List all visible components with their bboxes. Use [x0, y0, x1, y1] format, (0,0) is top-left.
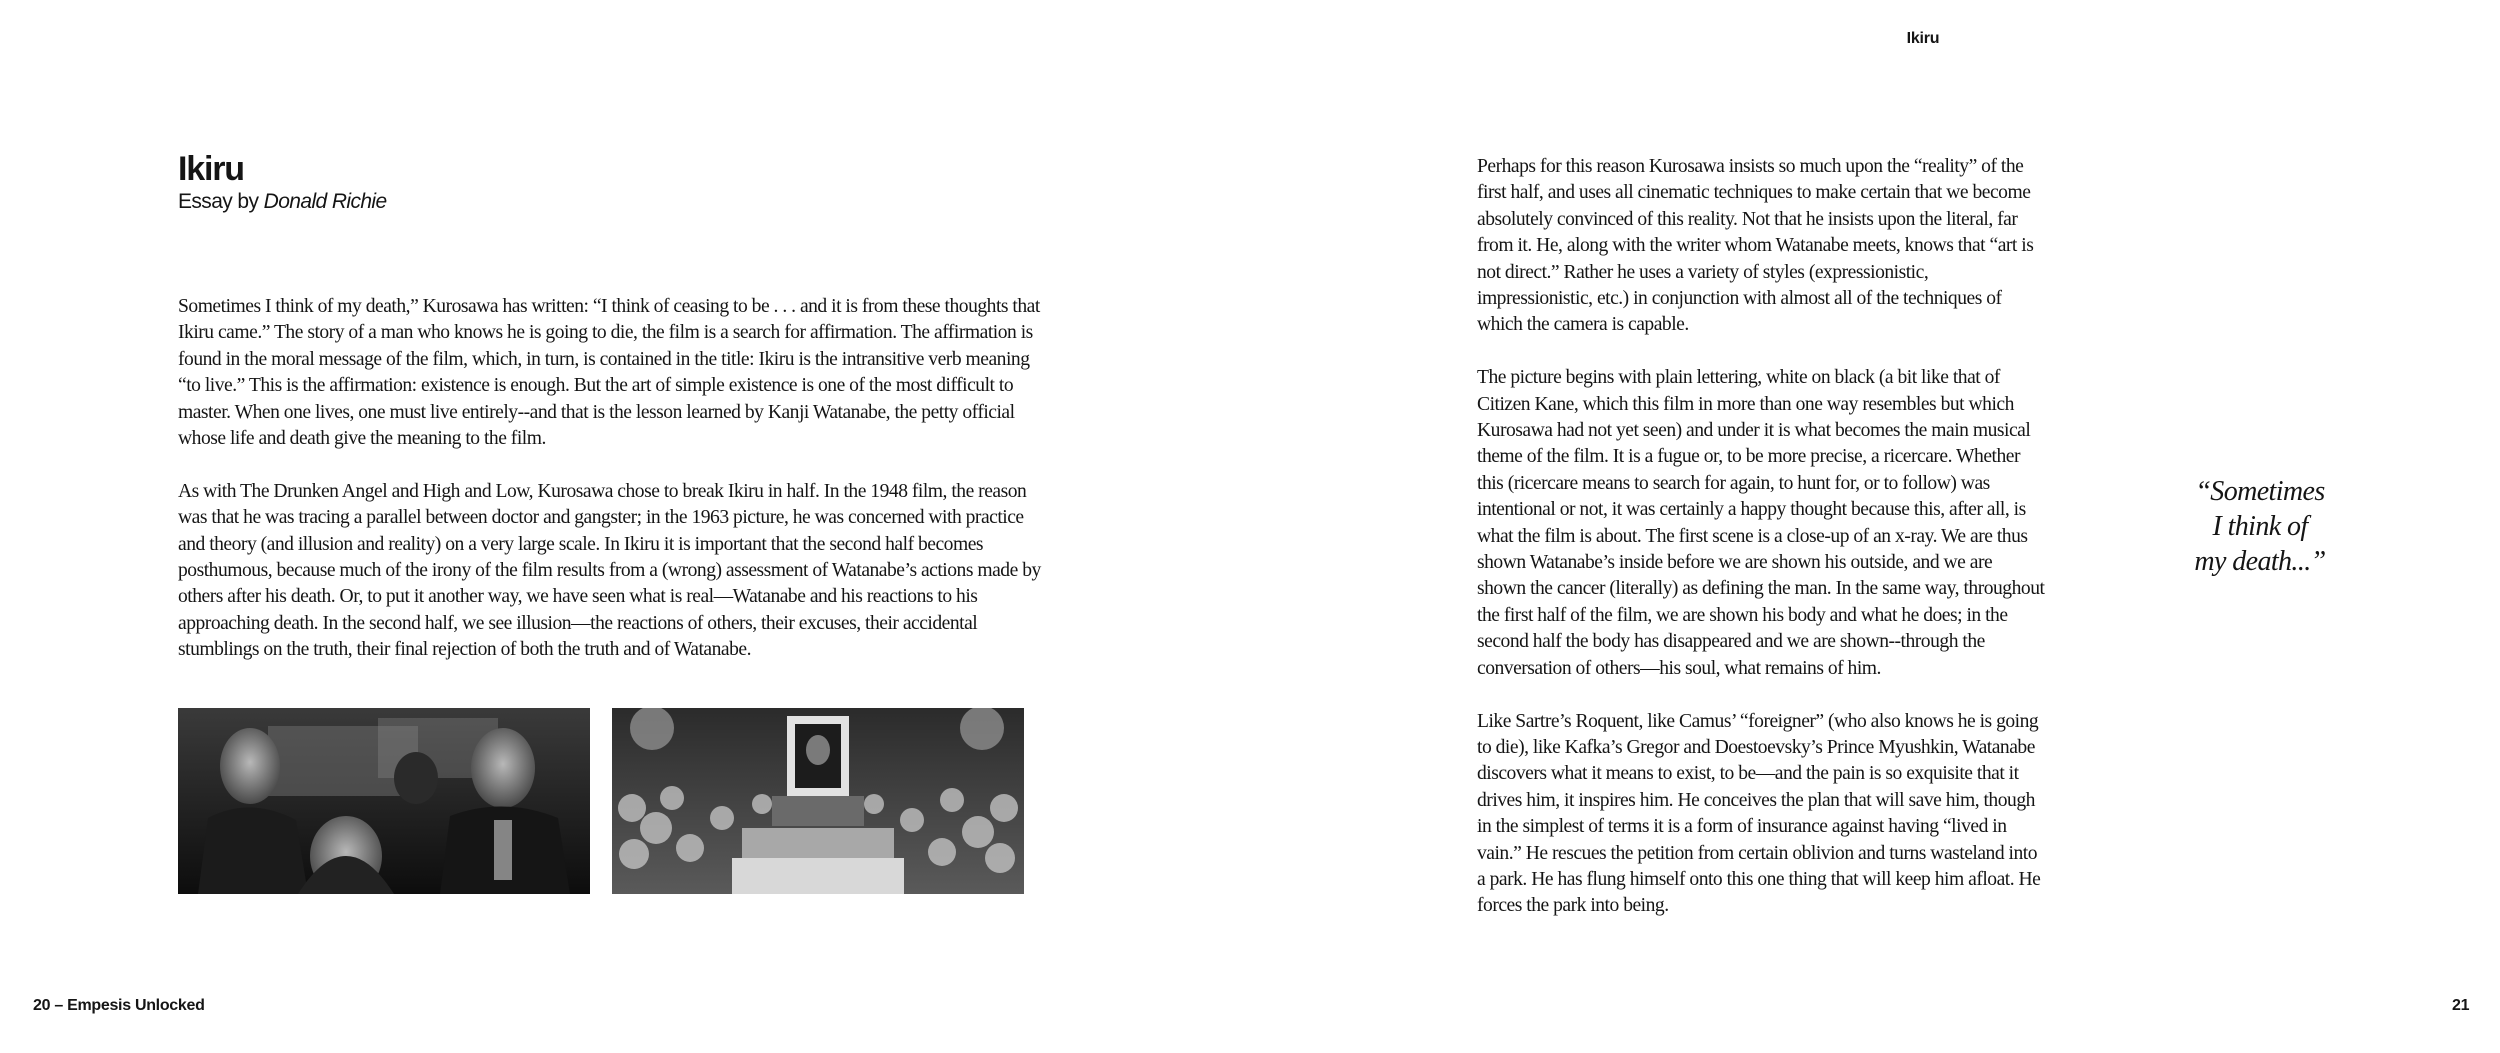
byline-prefix: Essay by: [178, 190, 264, 213]
pull-quote: [2170, 474, 2350, 579]
left-folio: 20 – Empesis Unlocked: [33, 997, 205, 1014]
film-still-image: [612, 708, 1024, 894]
paragraph: As with The Drunken Angel and High and Low, Kurosawa chose to break Ikiru in half. In the 1948 film, the reason was that he was tracing a parallel between doctor and gangster; in the 1963 picture, he was concerned with practice and theory (and illusion and reality) on a very large scale. In Ikiru it is important that the second half becomes posthumous, because much of the irony of the film results from a (wrong) assessment of Watanabe’s actions made by others after his death. Or, to put it another way, we have seen what is real—Watanabe and his reactions to his approaching death. In the second half, we see illusion—the reactions of others, their excuses, their accidental stumblings on the truth, their final rejection of both the truth and of Watanabe.: [178, 480, 1041, 661]
film-still-photo-1: [178, 708, 590, 894]
author-name: Donald Richie: [263, 190, 387, 213]
left-text-column: [178, 294, 1048, 690]
film-stills: [178, 708, 1024, 894]
paragraph: Perhaps for this reason Kurosawa insists so much upon the “reality” of the first half, and uses all cinematic techniques to make certain that we become absolutely convinced of this reality. Not that he insists upon the literal, far from it. He, along with the writer whom Watanabe meets, knows that “art is not direct.” Rather he uses a variety of styles (expressionistic, impressionistic, etc.) in conjunction with almost all of the techniques of which the camera is capable.: [1477, 156, 2034, 336]
running-header: Ikiru: [1906, 30, 1940, 47]
pull-quote-line: my death...”: [2194, 546, 2326, 577]
pull-quote-line: I think of: [2212, 511, 2308, 542]
essay-byline: [178, 190, 387, 213]
paragraph: Like Sartre’s Roquent, like Camus’ “foreigner” (who also knows he is going to die), like Kafka’s Gregor and Doestoevsky’s Prince Myushkin, Watanabe discovers what it means to exist, to be—and the pain is so exquisite that it drives him, it inspires him. He conceives the plan that will save him, though in the simplest of terms it is a form of insurance against having “lived in vain.” He rescues the petition from certain oblivion and turns wasteland into a park. He has flung himself onto this one thing that will keep him afloat. He forces the park into being.: [1477, 710, 2041, 917]
paragraph: The picture begins with plain lettering, white on black (a bit like that of Citizen Kane, which this film in more than one way resembles but which Kurosawa had not yet seen) and under it is what becomes the main musical theme of the film. It is a fugue or, to be more precise, a ricercare. Whether this (ricercare means to search for again, to hunt for, or to follow) was intentional or not, it was certainly a happy thought because this, after all, is what the film is about. The first scene is a close-up of an x-ray. We are thus shown Watanabe’s inside before we are shown his outside, and we are shown the cancer (literally) as defining the man. In the same way, throughout the first half of the film, we are shown his body and what he does; in the second half the body has disappeared and we are shown--through the conversation of others—his soul, what remains of him.: [1477, 367, 2045, 679]
film-still-photo-2: [612, 708, 1024, 894]
right-folio: 21: [2452, 997, 2470, 1014]
pull-quote-line: “Sometimes: [2195, 476, 2325, 507]
film-still-image: [178, 708, 590, 894]
essay-title: Ikiru: [178, 150, 244, 188]
paragraph: Sometimes I think of my death,” Kurosawa has written: “I think of ceasing to be . . . and it is from these thoughts that Ikiru came.” The story of a man who knows he is going to die, the film is a search for affirmation. The affirmation is found in the moral message of the film, which, in turn, is contained in the title: Ikiru is the intransitive verb meaning “to live.” This is the affirmation: existence is enough. But the art of simple existence is one of the most difficult to master. When one lives, one must live entirely--and that is the lesson learned by Kanji Watanabe, the petty official whose life and death give the meaning to the film.: [178, 296, 1040, 450]
right-text-column: [1477, 154, 2045, 946]
